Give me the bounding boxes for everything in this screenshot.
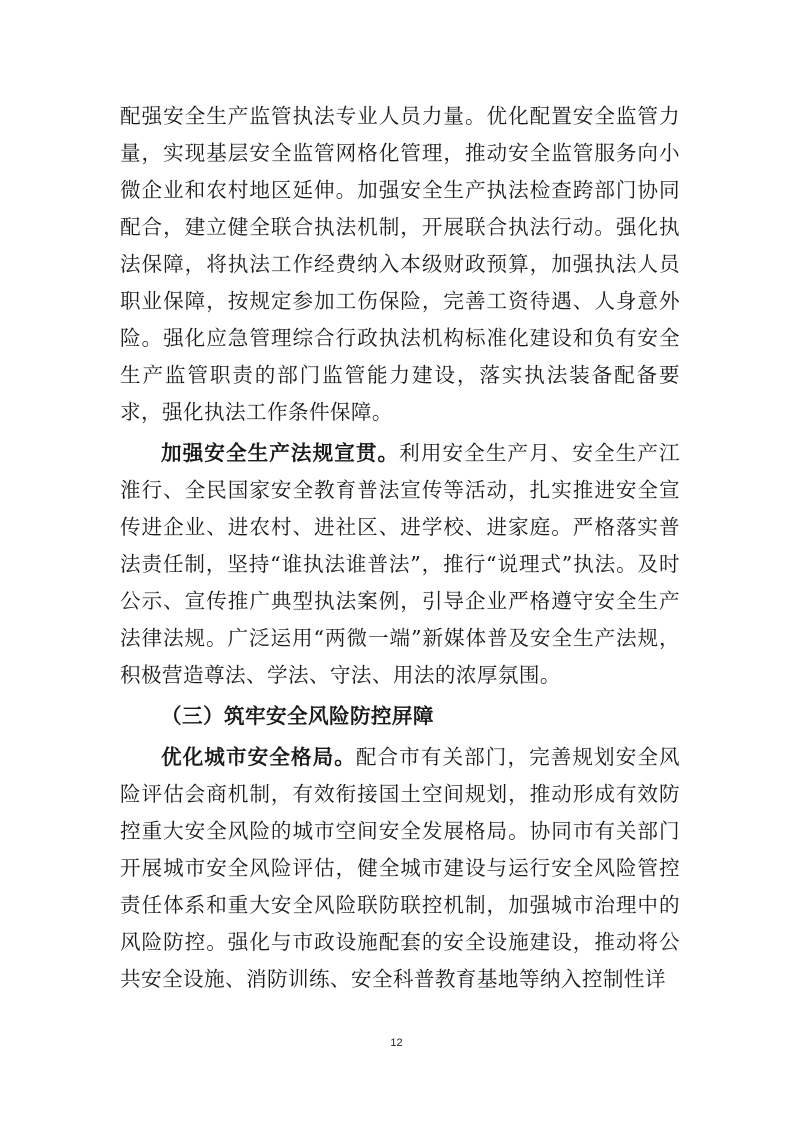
paragraph-body-city-safety: 配合市有关部门，完善规划安全风险评估会商机制，有效衔接国土空间规划，推动形成有效防控重大安全风险的城市空间安全发展格局。协同市有关部门开展城市安全风险评估，健全城市建设与运行安全风险管控责任体系和重大安全风险联防联控机制，加强城市治理中的风险防控。强化与市政设施配套的安全设施建设，推动将公共安全设施、消防训练、安全科普教育基地等纳入控制性详 [120,745,680,991]
paragraph-law-publicity [120,435,680,694]
section-heading: （三）筑牢安全风险防控屏障 [161,704,434,728]
paragraph-body-law-publicity: 利用安全生产月、安全生产江淮行、全民国家安全教育普法宣传等活动，扎实推进安全宣传进企业、进农村、进社区、进学校、进家庭。严格落实普法责任制，坚持“谁执法谁普法”，推行“说理式”执法。及时公示、宣传推广典型执法案例，引导企业严格遵守安全生产法律法规。广泛运用“两微一端”新媒体普及安全生产法规，积极营造尊法、学法、守法、用法的浓厚氛围。 [120,441,680,687]
paragraph-enforcement-staffing: 配强安全生产监管执法专业人员力量。优化配置安全监管力量，实现基层安全监管网格化管理，推动安全监管服务向小微企业和农村地区延伸。加强安全生产执法检查跨部门协同配合，建立健全联合执法机制，开展联合执法行动。强化执法保障，将执法工作经费纳入本级财政预算，加强执法人员职业保障，按规定参加工伤保险，完善工资待遇、人身意外险。强化应急管理综合行政执法机构标准化建设和负有安全生产监管职责的部门监管能力建设，落实执法装备配备要求，强化执法工作条件保障。 [120,104,680,424]
page-number: 12 [390,1037,403,1049]
document-body [120,98,680,998]
paragraph-lead-city-safety: 优化城市安全格局。 [161,745,356,769]
paragraph-city-safety [120,739,680,998]
paragraph-lead-law-publicity: 加强安全生产法规宣贯。 [161,441,400,465]
